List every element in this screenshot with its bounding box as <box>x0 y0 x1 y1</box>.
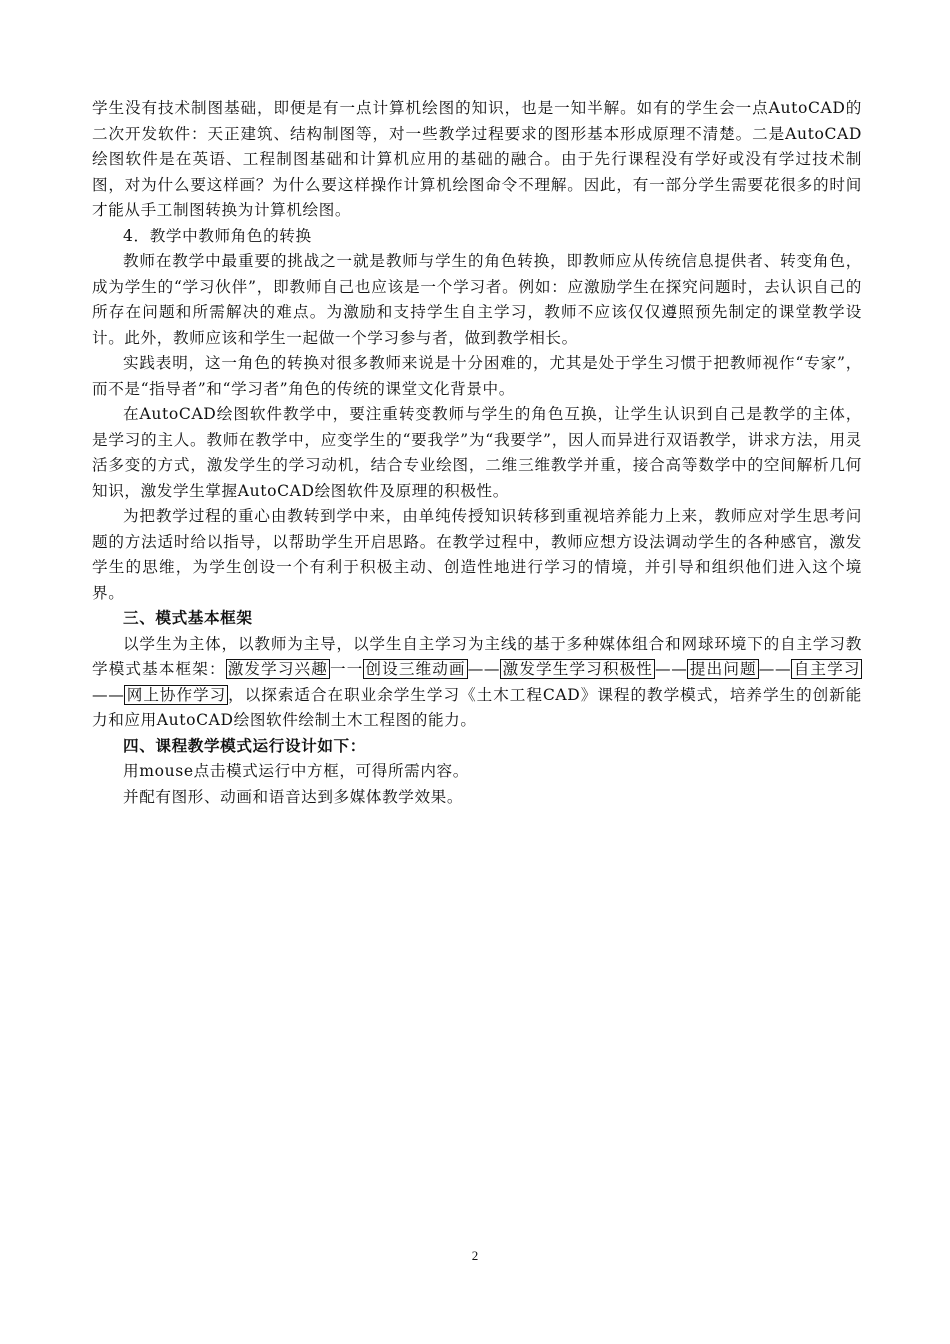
paragraph-teaching-focus: 为把教学过程的重心由教转到学中来，由单纯传授知识转移到重视培养能力上来，教师应对学生思考问题的方法适时给以指导，以帮助学生开启思路。在教学过程中，教师应想方设法调动学生的各种感官，激发学生的思维，为学生创设一个有利于积极主动、创造性地进行学习的情境，并引导和组织他们进入这个境界。 <box>92 507 862 602</box>
framework-box-question[interactable]: 提出问题 <box>689 660 757 678</box>
framework-intro: 以学生为主体，以教师为主导，以学生自主学习为主线的基于多种媒体组合和网球环境下的自主学习教学模式基本框架： <box>92 634 862 678</box>
paragraph-continued: 学生没有技术制图基础，即便是有一点计算机绘图的知识，也是一知半解。如有的学生会一点AutoCAD的二次开发软件：天正建筑、结构制图等，对一些教学过程要求的图形基本形成原理不清楚。二是AutoCAD绘图软件是在英语、工程制图基础和计算机应用的基础的融合。由于先行课程没有学好或没有学过技术制图，对为什么要这样画？为什么要这样操作计算机绘图命令不理解。因此，有一部分学生需要花很多的时间才能从手工制图转换为计算机绘图。 <box>92 99 862 219</box>
paragraph-role-change: 教师在教学中最重要的挑战之一就是教师与学生的角色转换，即教师应从传统信息提供者、转变角色，成为学生的“学习伙伴”，即教师自己也应该是一个学习者。例如：应激励学生在探究问题时，去认识自己的所存在问题和所需解决的难点。为激励和支持学生自主学习，教师不应该仅仅遵照预先制定的课堂教学设计。此外，教师应该和学生一起做一个学习参与者，做到教学相长。 <box>92 252 862 347</box>
paragraph-mouse-instruction: 用mouse点击模式运行中方框，可得所需内容。 <box>123 762 469 780</box>
paragraph-multimedia: 并配有图形、动画和语音达到多媒体教学效果。 <box>123 787 464 806</box>
framework-box-collaboration[interactable]: 网上协作学习 <box>126 685 227 704</box>
framework-dash: —— <box>655 660 688 678</box>
framework-box-self-study[interactable]: 自主学习 <box>793 660 861 678</box>
framework-dash: 一一 <box>329 660 364 678</box>
framework-box-animation[interactable]: 创设三维动画 <box>365 660 466 678</box>
subheading-teacher-role: 4．教学中教师角色的转换 <box>123 226 312 245</box>
section-heading-framework: 三、模式基本框架 <box>123 609 253 627</box>
paragraph-autocad-teaching: 在AutoCAD绘图软件教学中，要注重转变教师与学生的角色互换，让学生认识到自己是教学的主体，是学习的主人。教师在教学中，应变学生的“要我学”为“我要学”，因人而异进行双语教学，讲求方法，用灵活多变的方式，激发学生的学习动机，结合专业绘图，二维三维教学并重，接合高等数学中的空间解析几何知识，激发学生掌握AutoCAD绘图软件及原理的积极性。 <box>92 405 862 500</box>
paragraph-practice: 实践表明，这一角色的转换对很多教师来说是十分困难的，尤其是处于学生习惯于把教师视作“专家”，而不是“指导者”和“学习者”角色的传统的课堂文化背景中。 <box>92 354 862 398</box>
framework-dash: —— <box>92 685 125 704</box>
framework-box-motivation[interactable]: 激发学生学习积极性 <box>502 660 654 678</box>
framework-box-interest[interactable]: 激发学习兴趣 <box>227 660 328 678</box>
framework-tail: ，以探索适合在职业余学生学习《土木工程CAD》课程的教学模式，培养学生的创新能力和应用AutoCAD绘图软件绘制土木工程图的能力。 <box>92 685 862 729</box>
paragraph-framework <box>92 632 862 734</box>
framework-dash: —— <box>758 660 792 678</box>
framework-dash: —— <box>467 660 501 678</box>
section-heading-design: 四、课程教学模式运行设计如下： <box>123 736 366 755</box>
body-text <box>92 96 862 810</box>
page-number: 2 <box>471 1248 479 1263</box>
